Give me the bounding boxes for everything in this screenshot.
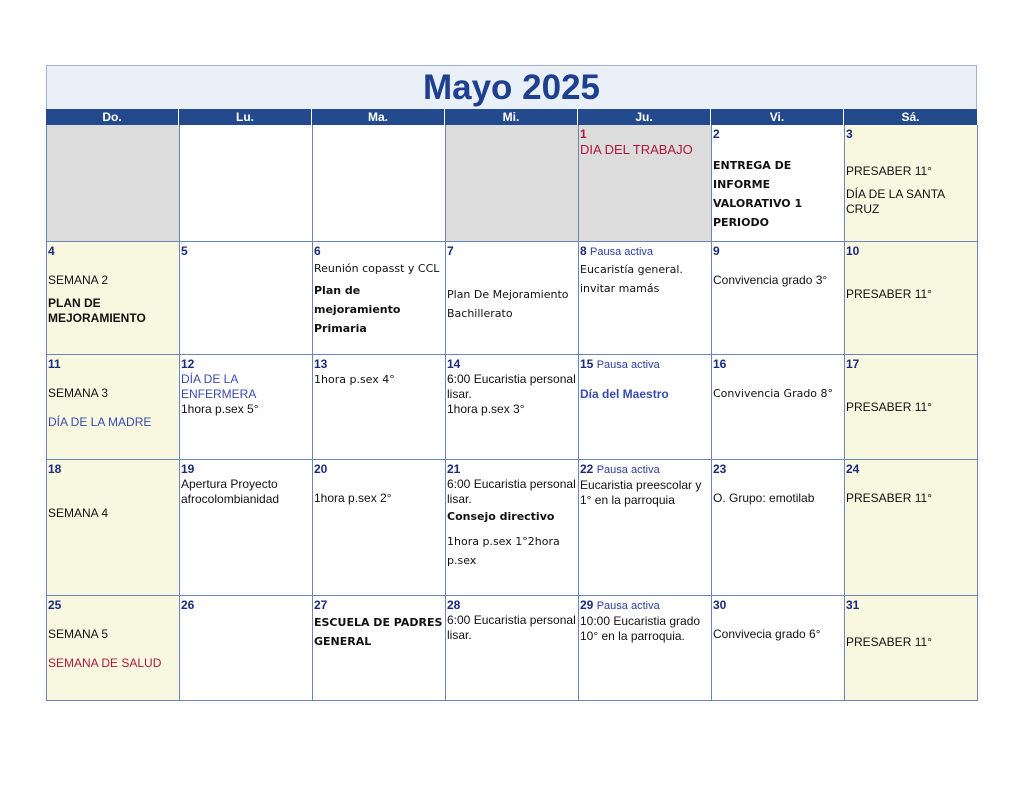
week-row <box>46 596 977 701</box>
event-text: DIA DEL TRABAJO <box>580 142 693 157</box>
day-number: 26 <box>181 598 195 612</box>
day-cell[interactable] <box>712 460 845 596</box>
day-number: 11 <box>48 357 61 371</box>
day-number: 22 <box>580 462 594 476</box>
day-cell[interactable] <box>446 460 579 596</box>
event-text: PRESABER 11° <box>846 491 932 505</box>
event-text: DÍA DE LA MADRE <box>48 415 152 429</box>
day-number: 16 <box>713 357 727 371</box>
day-number: 13 <box>314 357 328 371</box>
weekday-thursday: Ju. <box>578 109 711 125</box>
event-text: Consejo directivo <box>447 510 555 523</box>
day-number: 25 <box>48 598 62 612</box>
day-number: 4 <box>48 244 55 258</box>
week-row <box>46 460 977 596</box>
day-cell[interactable] <box>446 355 579 460</box>
day-number: 30 <box>713 598 727 612</box>
event-text: 1hora p.sex 2° <box>314 491 392 505</box>
event-text: SEMANA 4 <box>48 506 109 520</box>
weekday-sunday: Do. <box>46 109 179 125</box>
day-cell[interactable] <box>712 125 845 242</box>
day-number: 21 <box>447 462 461 476</box>
day-number: 18 <box>48 462 62 476</box>
event-text: Reunión copasst y CCL <box>314 262 440 275</box>
day-cell[interactable] <box>47 355 180 460</box>
event-text: PRESABER 11° <box>846 400 932 414</box>
day-cell[interactable] <box>446 242 579 355</box>
pausa-activa-tag: Pausa activa <box>596 359 660 371</box>
day-cell[interactable] <box>180 242 313 355</box>
day-cell[interactable] <box>579 125 712 242</box>
event-text: 6:00 Eucaristia personal lisar. <box>447 613 576 642</box>
day-number: 20 <box>314 462 328 476</box>
day-number: 12 <box>181 357 195 371</box>
day-cell[interactable] <box>180 460 313 596</box>
week-row <box>46 125 977 242</box>
day-cell[interactable] <box>313 355 446 460</box>
event-text: 6:00 Eucaristia personal lisar. <box>447 372 576 401</box>
day-number: 19 <box>181 462 195 476</box>
pausa-activa-tag: Pausa activa <box>596 600 660 612</box>
empty-day-cell <box>47 125 180 242</box>
weekday-saturday: Sá. <box>901 110 920 124</box>
pausa-activa-tag: Pausa activa <box>590 246 654 258</box>
event-text: Plan de mejoramiento Primaria <box>314 284 401 335</box>
weekday-tuesday: Ma. <box>312 109 445 125</box>
day-cell[interactable] <box>845 460 978 596</box>
day-cell[interactable] <box>845 596 978 701</box>
day-cell[interactable] <box>579 242 712 355</box>
event-text: Día del Maestro <box>580 387 669 401</box>
day-cell[interactable] <box>579 355 712 460</box>
day-cell[interactable] <box>712 596 845 701</box>
day-cell[interactable] <box>47 460 180 596</box>
day-cell[interactable] <box>712 355 845 460</box>
week-row <box>46 355 977 460</box>
day-cell[interactable] <box>845 125 978 242</box>
event-text: Convivecia grado 6° <box>713 627 821 641</box>
day-cell[interactable] <box>313 460 446 596</box>
event-text: PLAN DE MEJORAMIENTO <box>48 296 146 325</box>
event-text: Plan De Mejoramiento Bachillerato <box>447 288 569 320</box>
event-text: 10:00 Eucaristia grado 10° en la parroquia. <box>580 614 701 643</box>
day-cell[interactable] <box>313 242 446 355</box>
event-text: ENTREGA DE INFORME VALORATIVO 1 PERIODO <box>713 159 803 229</box>
event-text: DÍA DE LA ENFERMERA <box>181 372 257 401</box>
day-cell[interactable] <box>180 596 313 701</box>
pausa-activa-tag: Pausa activa <box>596 464 660 476</box>
event-text: Eucaristía general. invitar mamás <box>580 263 683 295</box>
event-text: SEMANA 5 <box>48 627 109 641</box>
day-cell[interactable] <box>180 355 313 460</box>
weekday-header <box>46 109 977 125</box>
event-text: Convivencia Grado 8° <box>713 387 834 400</box>
day-number: 6 <box>314 244 321 258</box>
day-number: 3 <box>846 127 853 141</box>
day-number: 15 <box>580 357 594 371</box>
calendar <box>46 65 977 701</box>
day-number: 31 <box>846 598 860 612</box>
event-text: 1hora p.sex 3° <box>447 402 525 416</box>
event-text: O. Grupo: emotilab <box>713 491 815 505</box>
day-cell[interactable] <box>579 596 712 701</box>
event-text: PRESABER 11° <box>846 164 932 178</box>
day-number: 10 <box>846 244 860 258</box>
day-cell[interactable] <box>712 242 845 355</box>
day-number: 1 <box>580 127 587 141</box>
day-cell[interactable] <box>845 242 978 355</box>
event-text: PRESABER 11° <box>846 635 932 649</box>
day-number: 27 <box>314 598 328 612</box>
event-text: SEMANA DE SALUD <box>48 656 162 670</box>
event-text: SEMANA 3 <box>48 386 109 400</box>
day-cell[interactable] <box>446 596 579 701</box>
day-number: 28 <box>447 598 461 612</box>
weekday-wednesday: Mi. <box>445 109 578 125</box>
day-number: 9 <box>713 244 720 258</box>
event-text: 6:00 Eucaristia personal lisar. <box>447 477 576 506</box>
empty-day-cell <box>180 125 313 242</box>
event-text: Convivencia grado 3° <box>713 273 828 287</box>
day-cell[interactable] <box>313 596 446 701</box>
day-number: 24 <box>846 462 860 476</box>
week-row <box>46 242 977 355</box>
day-cell[interactable] <box>47 242 180 355</box>
day-number: 2 <box>713 127 720 141</box>
event-text: Apertura Proyecto afrocolombianidad <box>181 477 280 506</box>
day-number: 29 <box>580 598 594 612</box>
empty-day-cell <box>446 125 579 242</box>
event-text: 1hora p.sex 5° <box>181 402 259 416</box>
day-number: 5 <box>181 244 188 258</box>
day-number: 14 <box>447 357 461 371</box>
day-cell[interactable] <box>845 355 978 460</box>
event-text: Eucaristia preescolar y 1° en la parroquia <box>580 478 702 507</box>
day-number: 17 <box>846 357 860 371</box>
event-text: PRESABER 11° <box>846 287 932 301</box>
calendar-title: Mayo 2025 <box>46 65 977 109</box>
event-text: SEMANA 2 <box>48 273 109 287</box>
weekday-monday: Lu. <box>179 109 312 125</box>
day-number: 23 <box>713 462 727 476</box>
event-text: DÍA DE LA SANTA CRUZ <box>846 187 945 216</box>
event-text: ESCUELA DE PADRES GENERAL <box>314 616 443 648</box>
day-number: 7 <box>447 244 454 258</box>
day-cell[interactable] <box>579 460 712 596</box>
weekday-friday: Vi. <box>711 109 844 125</box>
event-text: 1hora p.sex 1°2hora p.sex <box>447 535 560 567</box>
empty-day-cell <box>313 125 446 242</box>
day-number: 8 <box>580 244 587 258</box>
event-text: 1hora p.sex 4° <box>314 373 395 386</box>
day-cell[interactable] <box>47 596 180 701</box>
